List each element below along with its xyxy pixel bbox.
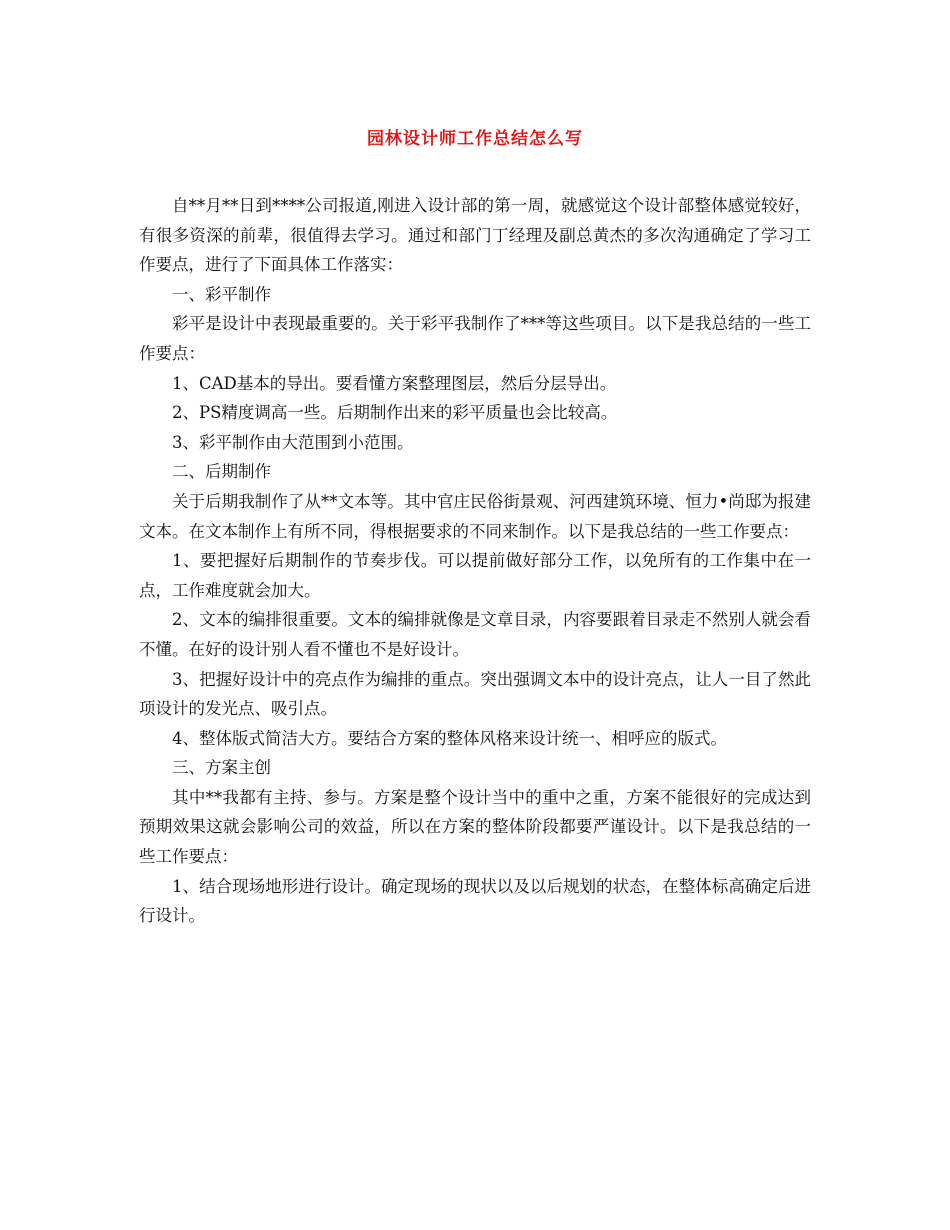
list-item: 1、要把握好后期制作的节奏步伐。可以提前做好部分工作，以免所有的工作集中在一点，工作难度就会加大。: [139, 551, 811, 600]
list-item: 2、文本的编排很重要。文本的编排就像是文章目录，内容要跟着目录走不然别人就会看不懂。在好的设计别人看不懂也不是好设计。: [139, 610, 811, 659]
document-title: 园林设计师工作总结怎么写: [367, 129, 583, 149]
list-item: 2、PS精度调高一些。后期制作出来的彩平质量也会比较高。: [172, 403, 618, 423]
list-item: 1、CAD基本的导出。要看懂方案整理图层，然后分层导出。: [172, 373, 617, 393]
section-heading-1: 一、彩平制作: [172, 284, 271, 304]
section-heading-3: 三、方案主创: [172, 758, 271, 778]
list-item: 3、彩平制作由大范围到小范围。: [172, 432, 414, 452]
paragraph: 关于后期我制作了从**文本等。其中官庄民俗街景观、河西建筑环境、恒力•尚邸为报建文本。在文本制作上有所不同，得根据要求的不同来制作。以下是我总结的一些工作要点：: [139, 491, 811, 541]
list-item: 3、把握好设计中的亮点作为编排的重点。突出强调文本中的设计亮点，让人一目了然此项设计的发光点、吸引点。: [139, 669, 811, 719]
list-item: 1、结合现场地形进行设计。确定现场的现状以及以后规划的状态，在整体标高确定后进行设计。: [139, 876, 811, 926]
section-heading-2: 二、后期制作: [172, 462, 271, 482]
paragraph: 其中**我都有主持、参与。方案是整个设计当中的重中之重，方案不能很好的完成达到预期效果这就会影响公司的效益，所以在方案的整体阶段都要严谨设计。以下是我总结的一些工作要点：: [139, 787, 811, 867]
paragraph: 彩平是设计中表现最重要的。关于彩平我制作了***等这些项目。以下是我总结的一些工作要点：: [139, 314, 811, 363]
paragraph-intro: 自**月**日到****公司报道,刚进入设计部的第一周，就感觉这个设计部整体感觉较好，有很多资深的前辈，很值得去学习。通过和部门丁经理及副总黄杰的多次沟通确定了学习工作要点，进行了下面具体工作落实：: [139, 196, 811, 275]
document-body: [139, 191, 811, 931]
list-item: 4、整体版式简洁大方。要结合方案的整体风格来设计统一、相呼应的版式。: [172, 728, 727, 748]
